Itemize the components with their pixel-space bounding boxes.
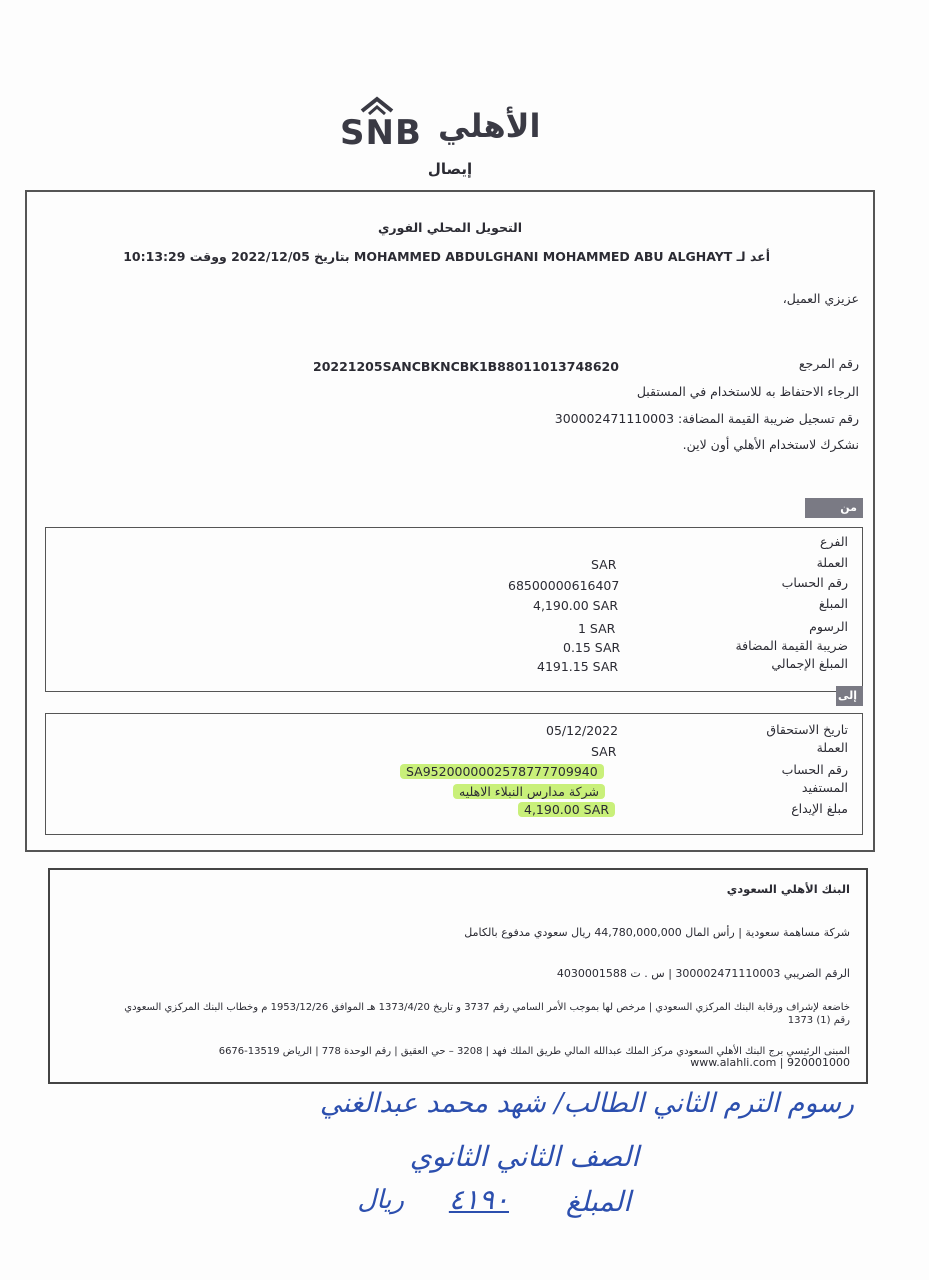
bank-contact: www.alahli.com | 920001000 — [690, 1056, 850, 1069]
to-due-date-label: تاريخ الاستحقاق — [766, 722, 848, 737]
from-amount-label: المبلغ — [818, 596, 848, 611]
from-vat-label: ضريبة القيمة المضافة — [735, 638, 848, 653]
to-due-date-value: 05/12/2022 — [546, 723, 619, 738]
logo-arabic: الأهلي — [438, 107, 541, 145]
vat-registration: رقم تسجيل ضريبة القيمة المضافة: 300002471110003 — [554, 411, 859, 426]
from-tab: من — [805, 498, 863, 518]
bank-name: البنك الأهلي السعودي — [726, 882, 850, 896]
from-amount-value: 4,190.00 SAR — [533, 598, 619, 613]
from-total-value: 4191.15 SAR — [537, 659, 619, 674]
from-fees-label: الرسوم — [809, 619, 848, 634]
from-vat-value: 0.15 SAR — [563, 640, 621, 655]
from-branch-label: الفرع — [820, 534, 848, 549]
bank-info-box — [48, 868, 868, 1084]
reference-label: رقم المرجع — [798, 356, 859, 371]
logo-chevron-icon — [357, 95, 397, 115]
reference-value: 20221205SANCBKNCBK1B88011013748620 — [313, 359, 619, 374]
to-beneficiary-label: المستفيد — [801, 780, 848, 795]
handwritten-currency: ريال — [357, 1185, 404, 1215]
handwritten-amount-value: ٤١٩٠ — [448, 1183, 509, 1216]
logo-latin: SNB — [340, 113, 422, 153]
from-rows — [45, 527, 848, 692]
bank-address: المبنى الرئيسي برج البنك الأهلي السعودي مركز الملك عبدالله المالي طريق الملك فهد | 3208 – حي العقيق | رقم الوحدة 778 | الرياض 13519-6676 — [218, 1046, 850, 1057]
from-currency-label: العملة — [816, 555, 848, 570]
from-total-label: المبلغ الإجمالي — [771, 656, 848, 671]
to-rows — [45, 713, 848, 835]
prepared-line: أعد لـ MOHAMMED ABDULGHANI MOHAMMED ABU ALGHAYT بتاريخ 2022/12/05 ووقت 10:13:29 — [123, 249, 770, 264]
bank-license-line-2: رقم (1) 1373 — [787, 1015, 850, 1026]
snb-logo — [330, 95, 560, 153]
from-fees-value: 1 SAR — [578, 621, 616, 636]
receipt-title: إيصال — [427, 160, 473, 178]
handwritten-grade-note: الصف الثاني الثانوي — [409, 1140, 639, 1173]
keep-note: الرجاء الاحتفاظ به للاستخدام في المستقبل — [636, 384, 859, 399]
to-tab: إلى — [836, 686, 863, 706]
bank-license-line-1: خاضعة لإشراف ورقابة البنك المركزي السعودي | مرخص لها بموجب الأمر السامي رقم 3737 و تاريخ 1373/4/20 هـ الموافق 1953/12/26 م وخطاب البنك المركزي السعودي — [124, 1002, 850, 1013]
handwritten-amount-label: المبلغ — [565, 1185, 631, 1218]
thanks-note: نشكرك لاستخدام الأهلي أون لاين. — [682, 437, 859, 452]
from-account-value: 68500000616407 — [508, 578, 620, 593]
to-currency-label: العملة — [816, 740, 848, 755]
from-account-label: رقم الحساب — [781, 575, 848, 590]
bank-capital: شركة مساهمة سعودية | رأس المال 44,780,000,000 ريال سعودي مدفوع بالكامل — [464, 926, 850, 939]
to-deposit-value: 4,190.00 SAR — [518, 802, 615, 817]
to-account-label: رقم الحساب — [781, 762, 848, 777]
to-deposit-label: مبلغ الإيداع — [791, 801, 848, 816]
to-currency-value: SAR — [591, 744, 617, 759]
greeting: عزيزي العميل، — [782, 291, 859, 306]
bank-tax: الرقم الضريبي 300002471110003 | س . ت 4030001588 — [556, 967, 850, 980]
from-currency-value: SAR — [591, 557, 617, 572]
handwritten-fees-note: رسوم الترم الثاني الطالب/ شهد محمد عبدالغني — [319, 1088, 854, 1119]
transfer-title: التحويل المحلي الفوري — [377, 220, 523, 235]
to-account-value: SA9520000002578777709940 — [400, 764, 604, 779]
to-beneficiary-value: شركة مدارس النبلاء الاهليه — [453, 784, 605, 799]
